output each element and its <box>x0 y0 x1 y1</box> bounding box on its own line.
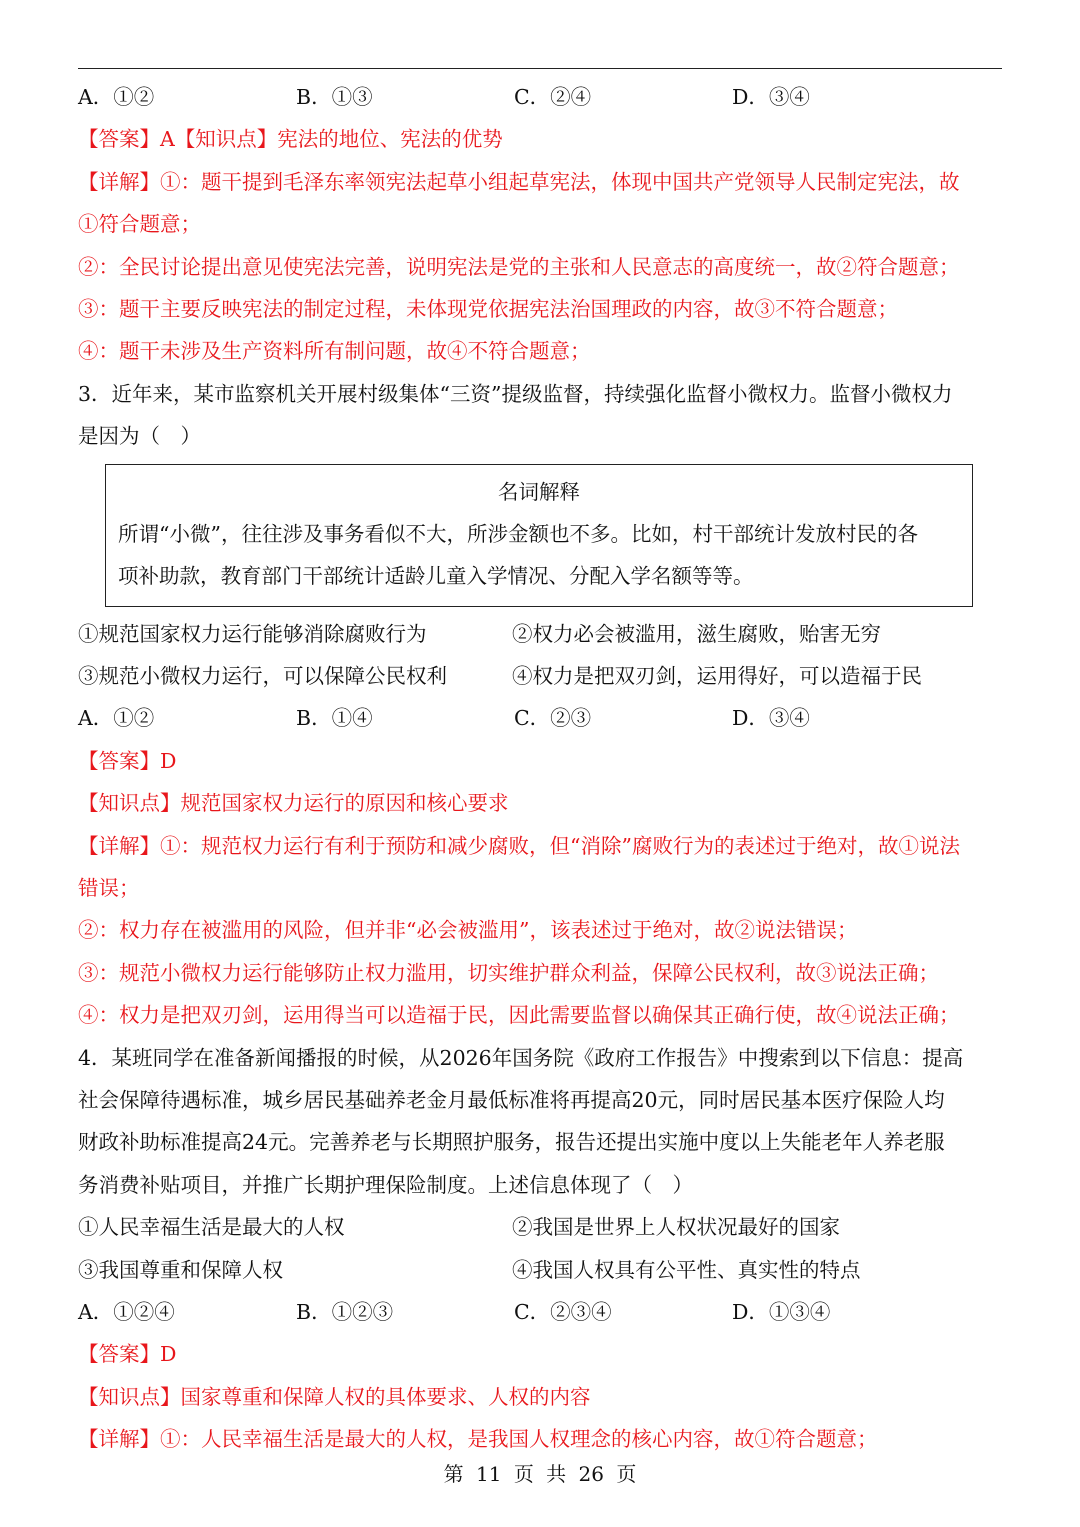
q3-answer: 【答案】D <box>78 748 177 773</box>
q4-knowledge: 【知识点】国家尊重和保障人权的具体要求、人权的内容 <box>78 1384 591 1409</box>
prev-detail-3: ②：全民讨论提出意见使宪法完善，说明宪法是党的主张和人民意志的高度统一，故②符合题意； <box>78 254 960 279</box>
statement-1: ①规范国家权力运行能够消除腐败行为 <box>78 621 427 646</box>
q4-stem-2: 社会保障待遇标准，城乡居民基础养老金月最低标准将再提高20元，同时居民基本医疗保险人均 <box>78 1087 945 1112</box>
statement-1: ①人民幸福生活是最大的人权 <box>78 1215 345 1240</box>
statement-3: ③我国尊重和保障人权 <box>78 1257 283 1282</box>
statement-3: ③规范小微权力运行，可以保障公民权利 <box>78 664 447 689</box>
q4-stem-3: 财政补助标准提高24元。完善养老与长期照护服务，报告还提出实施中度以上失能老年人养老服 <box>78 1130 945 1155</box>
statement-2: ②我国是世界上人权状况最好的国家 <box>512 1215 840 1240</box>
option-b: B．①③ <box>296 85 373 109</box>
page-number-footer: 第 11 页 共 26 页 <box>443 1462 637 1486</box>
q3-detail-2: 错误； <box>78 876 140 901</box>
option-d: D．③④ <box>732 706 810 731</box>
prev-answer: 【答案】A【知识点】宪法的地位、宪法的优势 <box>78 127 503 152</box>
q3-stem-2: 是因为（ ） <box>78 424 201 449</box>
statement-4: ④我国人权具有公平性、真实性的特点 <box>512 1257 861 1282</box>
q4-stem-1: 4．某班同学在准备新闻播报的时候，从2026年国务院《政府工作报告》中搜索到以下信息：提高 <box>78 1045 964 1070</box>
q4-statements-row-2 <box>78 1249 1002 1291</box>
q3-detail-4: ③：规范小微权力运行能够防止权力滥用，切实维护群众利益，保障公民权利，故③说法正确； <box>78 960 939 985</box>
option-c: C．②③ <box>514 706 592 731</box>
q3-detail-3: ②：权力存在被滥用的风险，但并非“必会被滥用”，该表述过于绝对，故②说法错误； <box>78 918 858 943</box>
option-c: C．②③④ <box>514 1299 612 1324</box>
q3-statements-row-2 <box>78 655 1002 697</box>
statement-2: ②权力必会被滥用，滋生腐败，贻害无穷 <box>512 621 881 646</box>
statement-4: ④权力是把双刃剑，运用得好，可以造福于民 <box>512 664 922 689</box>
page-content <box>78 76 1002 1461</box>
option-d: D．①③④ <box>732 1299 831 1324</box>
option-a: A．①② <box>78 706 155 731</box>
q3-options <box>78 697 1002 739</box>
q4-answer: 【答案】D <box>78 1342 177 1367</box>
q3-knowledge: 【知识点】规范国家权力运行的原因和核心要求 <box>78 791 509 816</box>
q4-stem-4: 务消费补贴项目，并推广长期护理保险制度。上述信息体现了（ ） <box>78 1172 693 1197</box>
option-b: B．①④ <box>296 706 373 731</box>
q3-statements-row-1 <box>78 613 1002 655</box>
prev-detail-1: 【详解】①：题干提到毛泽东率领宪法起草小组起草宪法，体现中国共产党领导人民制定宪法，故 <box>78 169 960 194</box>
option-a: A．①② <box>78 85 155 109</box>
option-a: A．①②④ <box>78 1299 175 1324</box>
option-c: C．②④ <box>514 85 592 109</box>
prev-detail-2: ①符合题意； <box>78 212 201 237</box>
q3-stem-1: 3．近年来，某市监察机关开展村级集体“三资”提级监督，持续强化监督小微权力。监督小微权力 <box>78 381 953 406</box>
q4-detail-1: 【详解】①：人民幸福生活是最大的人权，是我国人权理念的核心内容，故①符合题意； <box>78 1427 878 1452</box>
box-text-1: 所谓“小微”，往往涉及事务看似不大，所涉金额也不多。比如，村干部统计发放村民的各 <box>118 521 918 546</box>
header-rule <box>78 68 1002 69</box>
prev-detail-4: ③：题干主要反映宪法的制定过程，未体现党依据宪法治国理政的内容，故③不符合题意； <box>78 296 898 321</box>
q3-detail-5: ④：权力是把双刃剑，运用得当可以造福于民，因此需要监督以确保其正确行使，故④说法正确； <box>78 1003 960 1028</box>
term-explanation-box <box>105 464 973 607</box>
box-text-2: 项补助款，教育部门干部统计适龄儿童入学情况、分配入学名额等等。 <box>118 564 754 589</box>
prev-options <box>78 76 1002 118</box>
q4-statements-row-1 <box>78 1206 1002 1248</box>
box-title: 名词解释 <box>498 479 580 504</box>
q4-options <box>78 1291 1002 1333</box>
option-d: D．③④ <box>732 85 810 109</box>
prev-detail-5: ④：题干未涉及生产资料所有制问题，故④不符合题意； <box>78 339 591 364</box>
option-b: B．①②③ <box>296 1299 394 1324</box>
q3-detail-1: 【详解】①：规范权力运行有利于预防和减少腐败，但“消除”腐败行为的表述过于绝对，故①说法 <box>78 833 960 858</box>
